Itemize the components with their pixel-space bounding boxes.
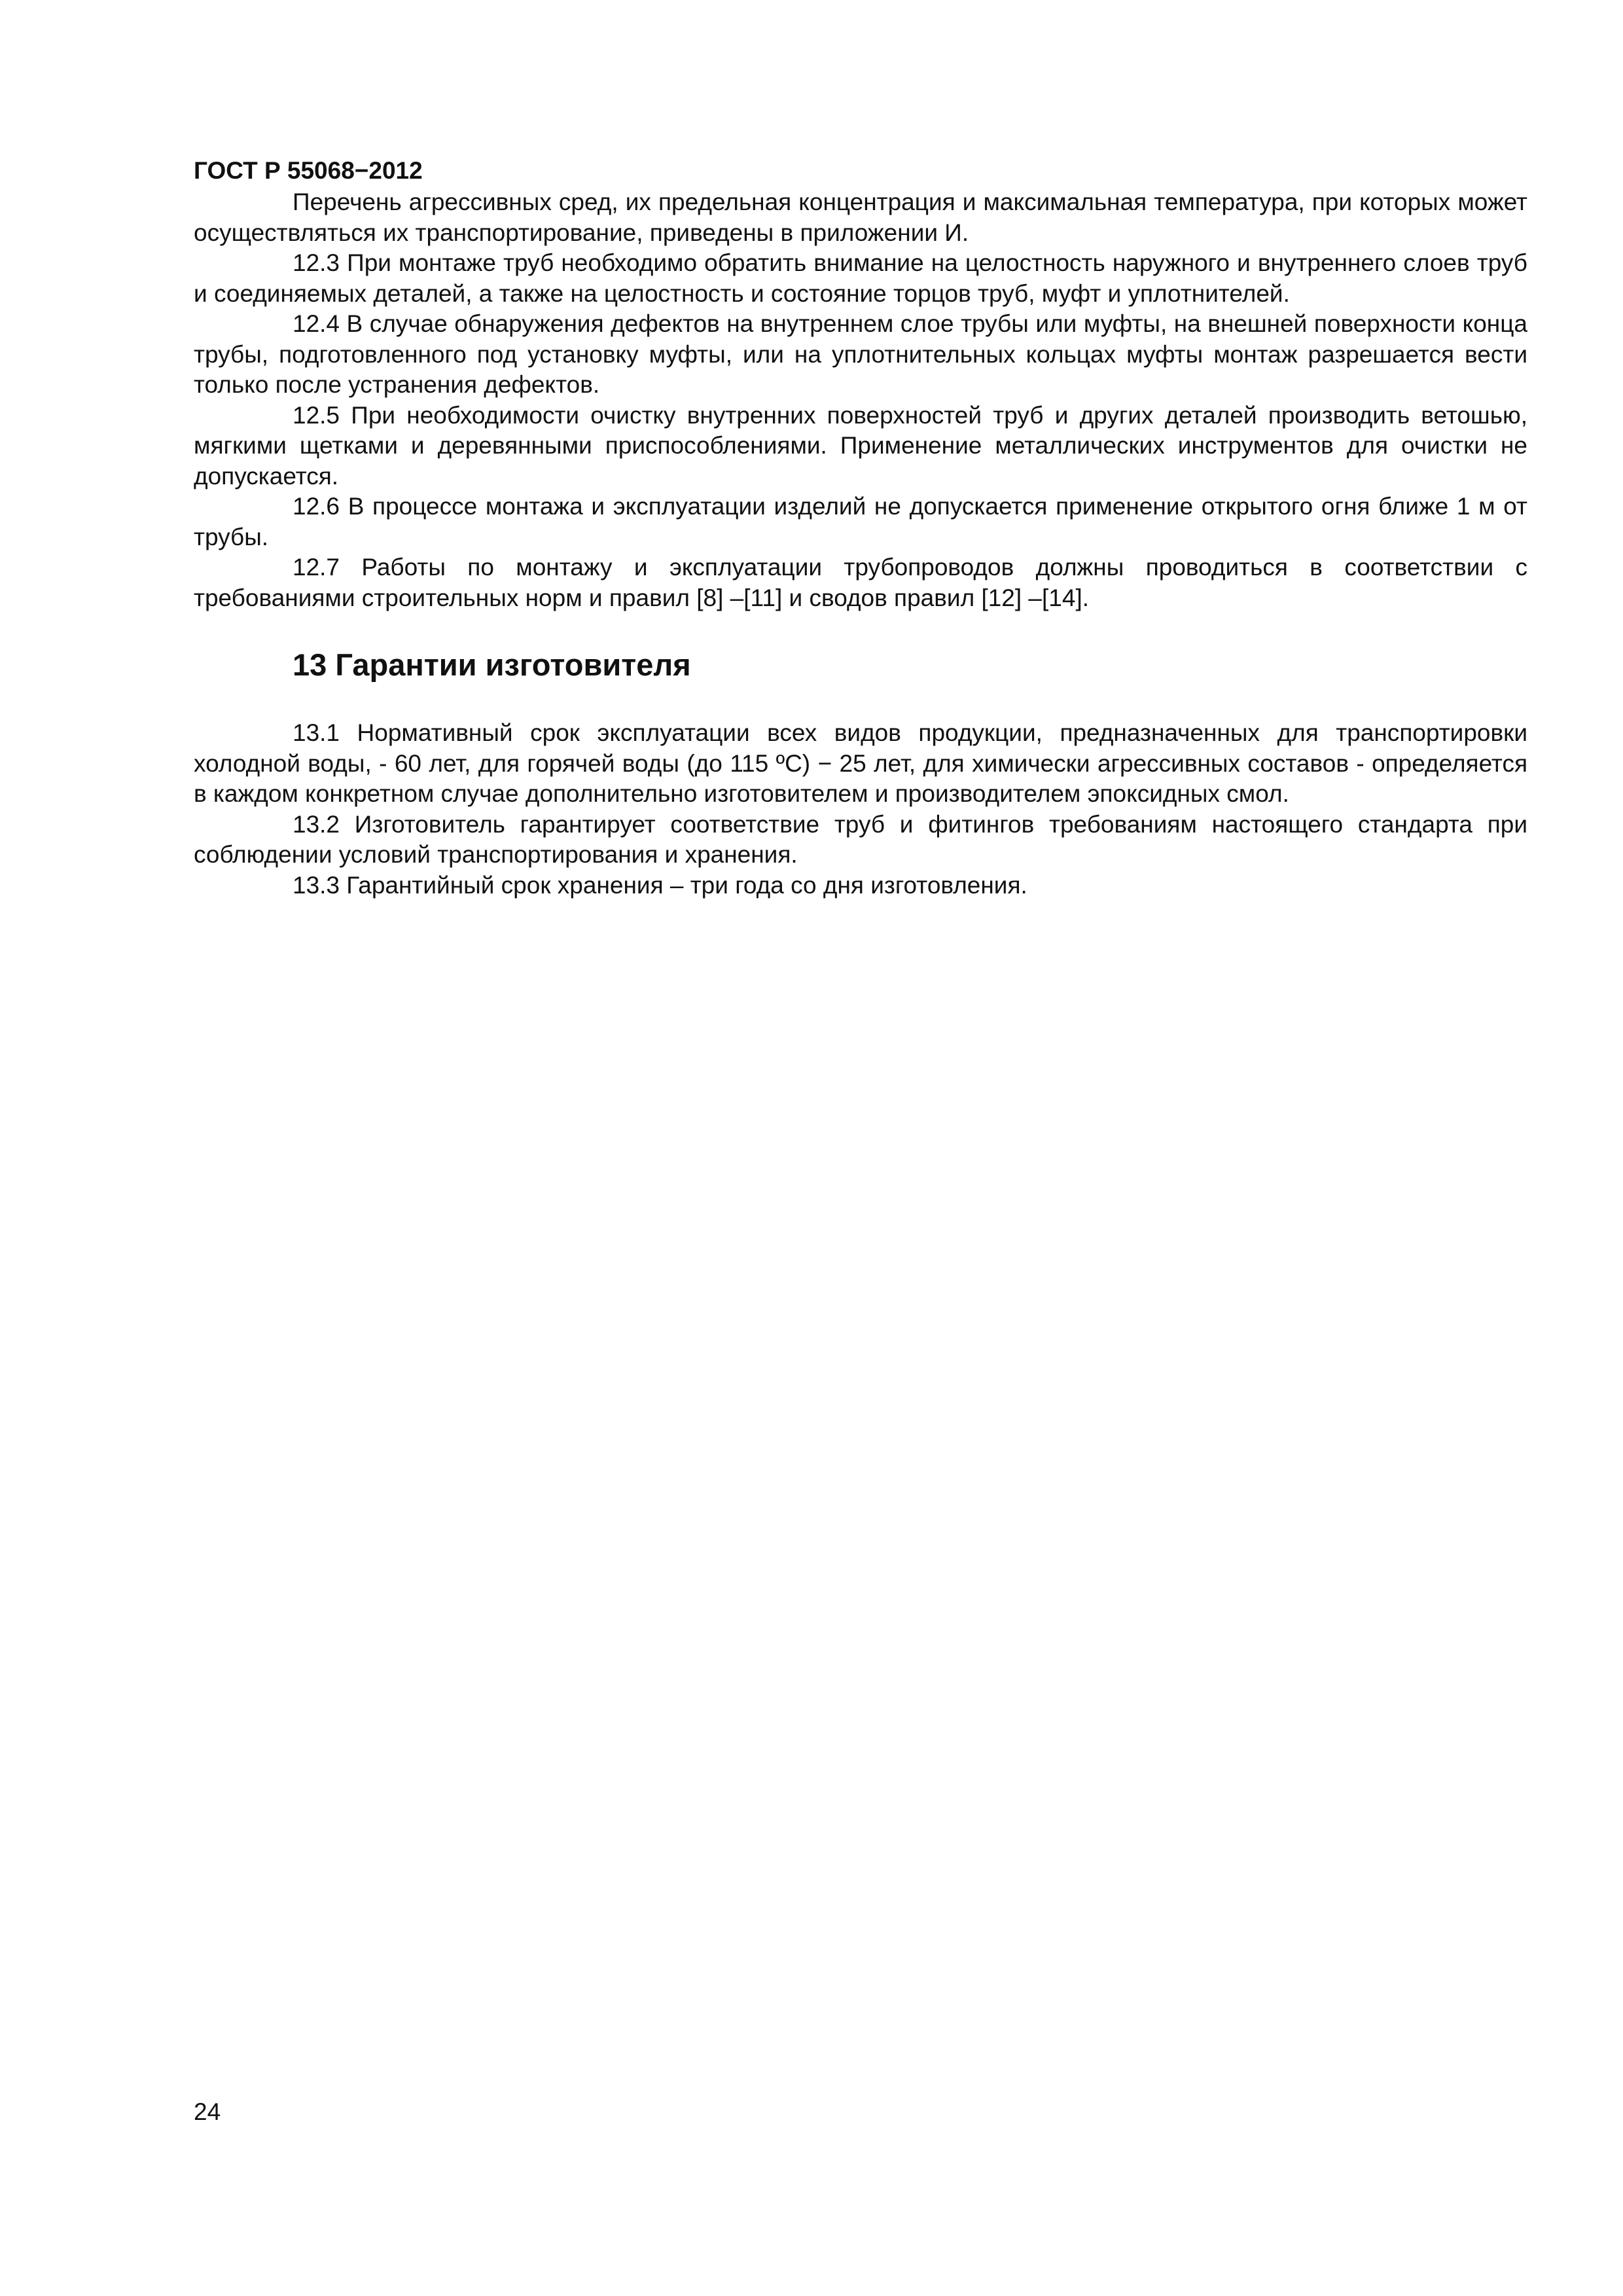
paragraph-12-6: 12.6 В процессе монтажа и эксплуатации изделий не допускается применение открытого огня ближе 1 м от трубы. bbox=[194, 493, 1527, 550]
page-content bbox=[194, 187, 1527, 901]
page-number: 24 bbox=[194, 2098, 221, 2125]
paragraph-12-4: 12.4 В случае обнаружения дефектов на внутреннем слое трубы или муфты, на внешней поверхности конца трубы, подготовленного под установку муфты, или на уплотнительных кольцах муфты монтаж разрешается вести только после устранения дефектов. bbox=[194, 310, 1527, 398]
paragraph-13-2: 13.2 Изготовитель гарантирует соответствие труб и фитингов требованиям настоящего стандарта при соблюдении условий транспортирования и хранения. bbox=[194, 810, 1527, 868]
paragraph-12-7: 12.7 Работы по монтажу и эксплуатации трубопроводов должны проводиться в соответствии с требованиями строительных норм и правил [8] –[11] и сводов правил [12] –[14]. bbox=[194, 554, 1527, 611]
document-id-header: ГОСТ Р 55068−2012 bbox=[194, 157, 423, 184]
paragraph-12-3: 12.3 При монтаже труб необходимо обратить внимание на целостность наружного и внутреннего слоев труб и соединяемых деталей, а также на целостность и состояние торцов труб, муфт и уплотнителей. bbox=[194, 249, 1527, 307]
paragraph-aggressive-media: Перечень агрессивных сред, их предельная концентрация и максимальная температура, при которых может осуществляться их транспортирование, приведены в приложении И. bbox=[194, 188, 1527, 246]
paragraph-13-3: 13.3 Гарантийный срок хранения – три года со дня изготовления. bbox=[293, 871, 1027, 899]
paragraph-13-1: 13.1 Нормативный срок эксплуатации всех видов продукции, предназначенных для транспортировки холодной воды, - 60 лет, для горячей воды (до 115 ºС) − 25 лет, для химически агрессивных составов - определяется в каждом конкретном случае дополнительно изготовителем и производителем эпоксидных смол. bbox=[194, 719, 1527, 807]
section-13-title: 13 Гарантии изготовителя bbox=[293, 647, 691, 682]
paragraph-12-5: 12.5 При необходимости очистку внутренних поверхностей труб и других деталей производить ветошью, мягкими щетками и деревянными приспособлениями. Применение металлических инструментов для очистки не допускается. bbox=[194, 401, 1527, 490]
